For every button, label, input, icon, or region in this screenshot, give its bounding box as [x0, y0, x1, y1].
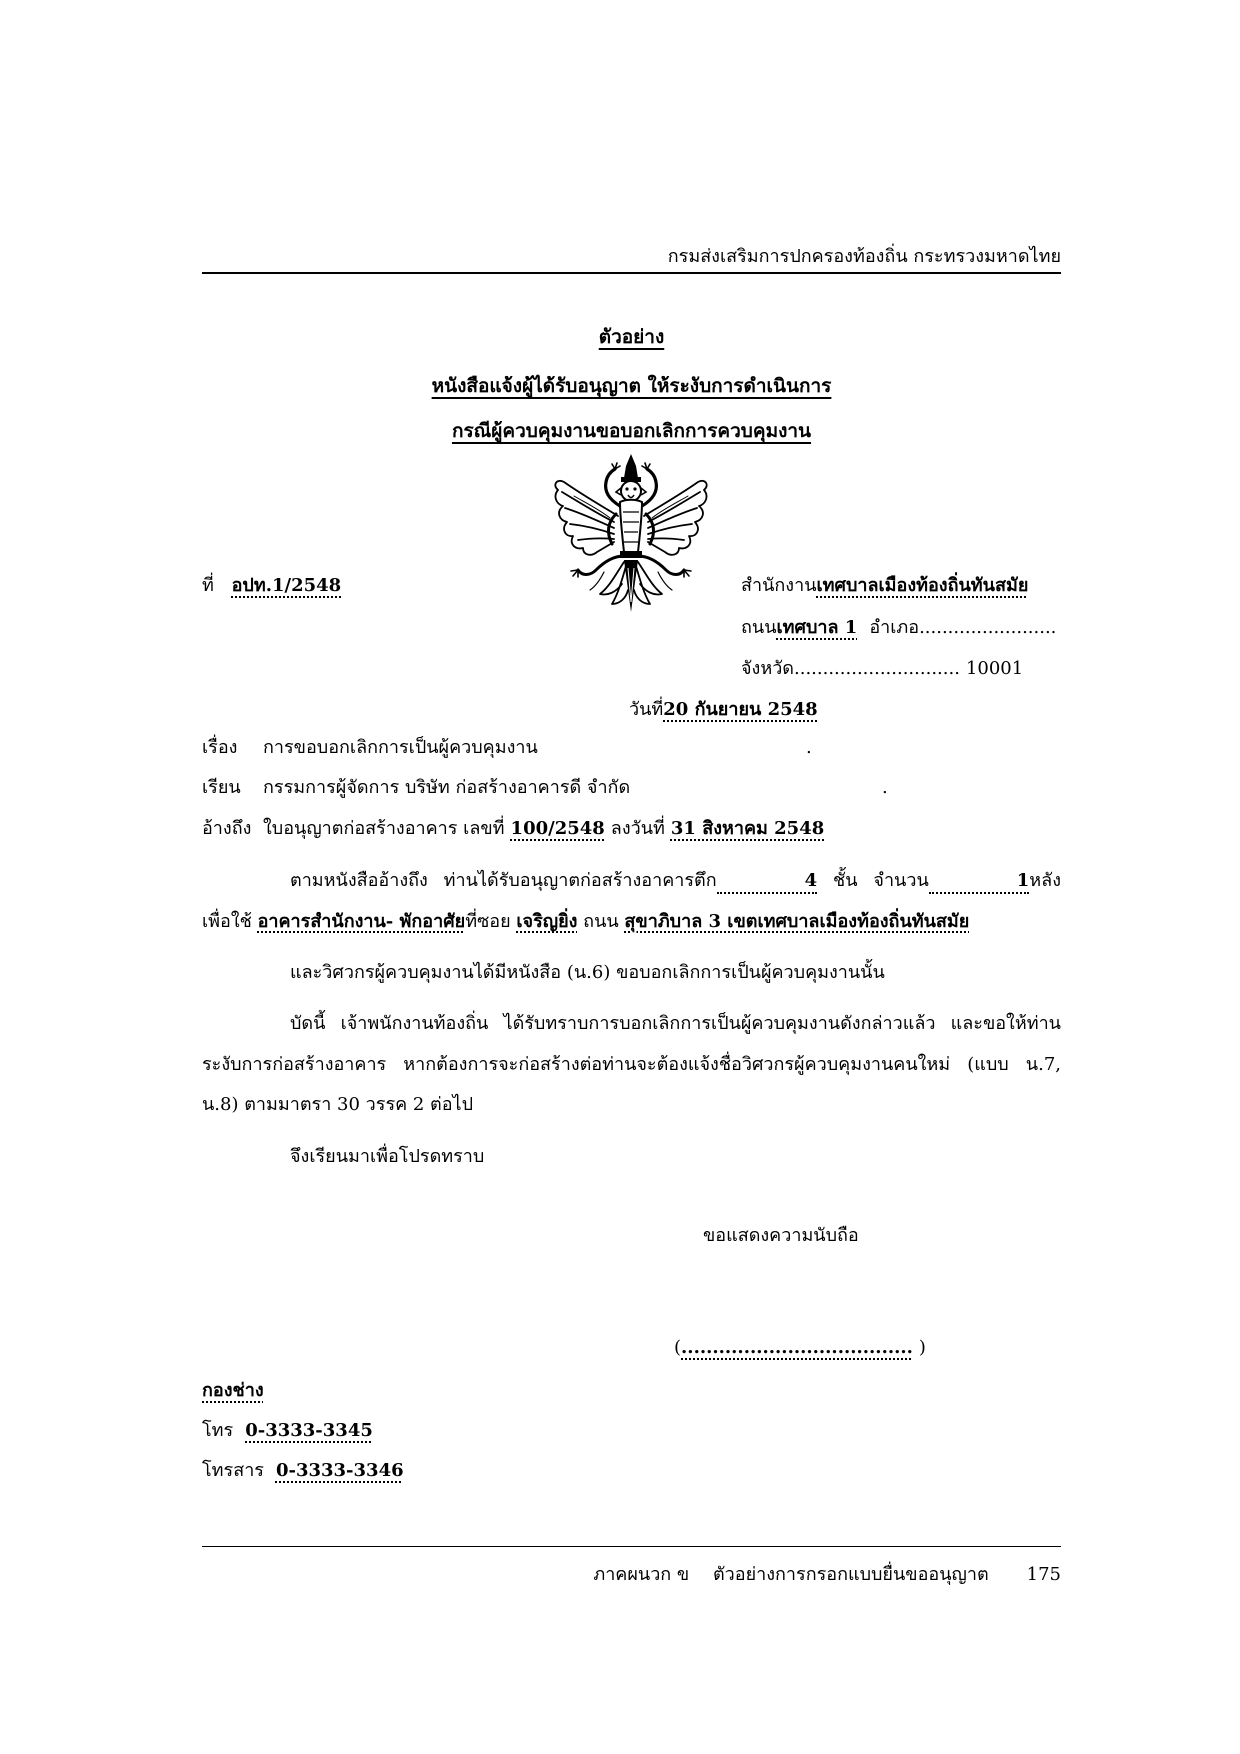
body-paragraph-3: บัดนี้ เจ้าพนักงานท้องถิ่น ได้รับทราบการบอกเลิกการเป็นผู้ควบคุมงานดังกล่าวแล้ว และขอให้ท่านระงับการก่อสร้างอาคาร หากต้องการจะก่อสร้างต่อท่านจะต้องแจ้งชื่อวิศวกรผู้ควบคุมงานคนใหม่ (แบบ น.7, น.8) ตามมาตรา 30 วรรค 2 ต่อไป — [202, 1013, 1061, 1115]
tel-number: 0-3333-3345 — [245, 1420, 373, 1441]
garuda-body — [616, 454, 646, 612]
signature-close: ) — [918, 1337, 926, 1358]
footer-caption: ตัวอย่างการกรอกแบบยื่นขออนุญาต — [712, 1564, 989, 1585]
ref-number: อปท.1/2548 — [231, 575, 342, 596]
addressee-text: กรรมการผู้จัดการ บริษัท ก่อสร้างอาคารดี จำกัด — [263, 777, 631, 798]
page-number: 175 — [1026, 1564, 1061, 1585]
office-name-line — [741, 566, 1028, 606]
fax-line — [202, 1451, 404, 1491]
signature-line — [674, 1328, 926, 1368]
reference-label: อ้างถึง — [202, 818, 252, 839]
subject-line — [202, 728, 538, 768]
p1-count-unit: หลัง เพื่อใช้ — [202, 870, 1061, 932]
office-name: เทศบาลเมืองท้องถิ่นทันสมัย — [816, 575, 1029, 596]
addressee-end-mark: . — [882, 777, 888, 798]
department-line — [202, 1371, 264, 1411]
title-case: กรณีผู้ควบคุมงานขอบอกเลิกการควบคุมงาน — [451, 420, 812, 442]
p1-location: สุขาภิบาล 3 เขตเทศบาลเมืองท้องถิ่นทันสมัย — [624, 910, 970, 932]
reference-permit-text: ใบอนุญาตก่อสร้างอาคาร เลขที่ — [263, 818, 505, 839]
date-label: วันที่ — [629, 699, 664, 720]
subject-text: การขอบอกเลิกการเป็นผู้ควบคุมงาน — [263, 737, 538, 758]
signature-blank: ..................................... — [681, 1337, 913, 1358]
office-province-line — [741, 649, 1023, 689]
body-paragraph-1 — [202, 861, 1061, 942]
addressee-line — [202, 768, 630, 808]
district-blank: ........................ — [919, 617, 1057, 638]
reference-date-text: ลงวันที่ — [610, 818, 665, 839]
province-blank: ............................. — [794, 658, 960, 679]
tel-label: โทร — [202, 1420, 234, 1441]
p1-floors-unit: ชั้น จำนวน — [833, 870, 929, 891]
p1-count: 1 — [929, 870, 1030, 894]
permit-date: 31 สิงหาคม 2548 — [670, 818, 825, 839]
p1-intro: ตามหนังสืออ้างถึง ท่านได้รับอนุญาตก่อสร้างอาคารตึก — [290, 870, 717, 891]
department-name: กองช่าง — [202, 1380, 264, 1401]
p1-soi-label: ที่ซอย — [465, 910, 511, 932]
reference-number-line — [202, 566, 341, 606]
running-header — [202, 237, 1061, 277]
office-road: เทศบาล 1 — [776, 617, 858, 638]
title-main: หนังสือแจ้งผู้ได้รับอนุญาต ให้ระงับการดำเนินการ — [431, 375, 832, 397]
postcode: 10001 — [965, 658, 1024, 679]
body-paragraph-2: และวิศวกรผู้ควบคุมงานได้มีหนังสือ (น.6) ขอบอกเลิกการเป็นผู้ควบคุมงานนั้น — [290, 962, 885, 983]
province-label: จังหวัด — [741, 658, 794, 679]
road-label: ถนน — [741, 617, 777, 638]
footer-section: ภาคผนวก ข — [593, 1564, 690, 1585]
office-road-line — [741, 608, 1056, 648]
p1-usage: อาคารสำนักงาน- พักอาศัย — [257, 910, 466, 932]
addressee-label: เรียน — [202, 777, 241, 798]
running-footer — [202, 1555, 1061, 1595]
district-label: อำเภอ — [869, 617, 920, 638]
fax-number: 0-3333-3346 — [275, 1460, 404, 1481]
closing-line: จึงเรียนมาเพื่อโปรดทราบ — [290, 1146, 485, 1167]
permit-number: 100/2548 — [510, 818, 605, 839]
garuda-left-wing — [555, 463, 628, 604]
footer-rule — [202, 1546, 1061, 1547]
telephone-line — [202, 1411, 373, 1451]
ref-label: ที่ — [202, 575, 214, 596]
agency-name: กรมส่งเสริมการปกครองท้องถิ่น กระทรวงมหาดไทย — [667, 246, 1061, 267]
title-example: ตัวอย่าง — [598, 326, 665, 348]
header-rule — [202, 272, 1061, 274]
signature-open: ( — [674, 1337, 682, 1358]
garuda-emblem-icon — [548, 452, 714, 616]
garuda-right-wing — [634, 463, 707, 604]
date-line — [629, 690, 818, 730]
office-prefix: สำนักงาน — [741, 575, 817, 596]
regards-line: ขอแสดงความนับถือ — [703, 1225, 859, 1246]
p1-soi: เจริญยิ่ง — [516, 910, 578, 932]
p1-floors: 4 — [717, 870, 818, 894]
subject-end-mark: . — [806, 737, 812, 758]
date-value: 20 กันยายน 2548 — [663, 699, 818, 720]
fax-label: โทรสาร — [202, 1460, 264, 1481]
subject-label: เรื่อง — [202, 737, 238, 758]
p1-road-label: ถนน — [583, 910, 619, 932]
reference-line — [202, 809, 824, 849]
